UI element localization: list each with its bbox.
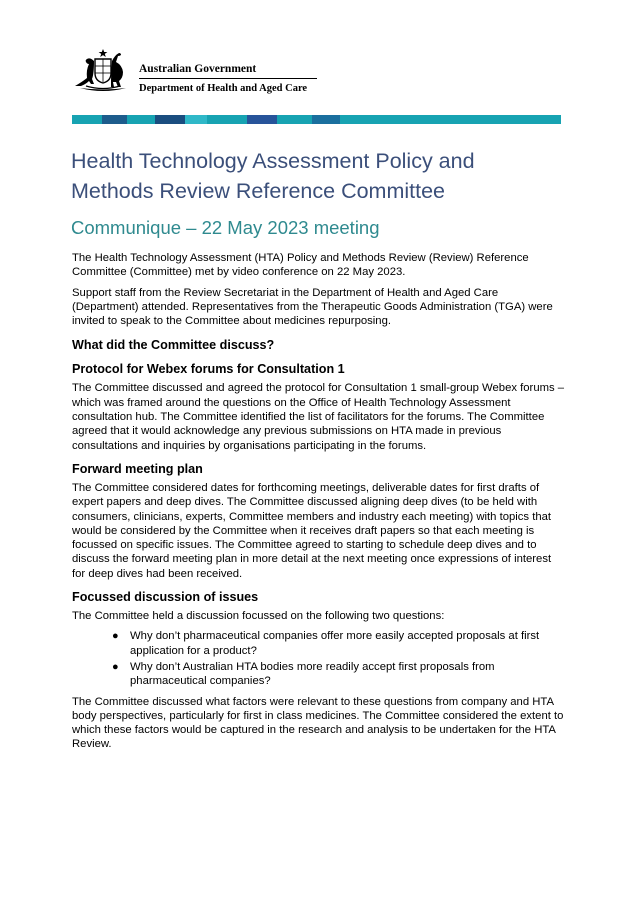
section-text-forward-plan: The Committee considered dates for forthcoming meetings, deliverable dates for first drafts of expert papers and deep dives. The Committee discussed aligning deep dives (to be held with consumers, clinicians, experts, Committee members and industry each meeting) with topics that would be considered by the Committee when it receives draft papers so that each meeting is focussed on specific issues. The Committee agreed to starting to schedule deep dives and to discuss the forward meeting plan in more detail at the next meeting once expressions of interest for deep dives had been received. xyxy=(72,481,552,580)
department-name: Department of Health and Aged Care xyxy=(139,83,308,94)
document-body xyxy=(72,251,566,758)
strip-segment xyxy=(185,115,207,124)
page-subtitle: Communique – 22 May 2023 meeting xyxy=(71,217,380,238)
government-name: Australian Government xyxy=(139,63,257,75)
strip-segment xyxy=(247,115,277,124)
colour-strip xyxy=(72,115,561,124)
strip-segment xyxy=(207,115,247,124)
coat-of-arms-icon xyxy=(72,48,134,94)
strip-segment xyxy=(72,115,102,124)
section-heading-forward-plan: Forward meeting plan xyxy=(72,461,203,476)
bullet-icon: ● xyxy=(112,630,119,643)
strip-segment xyxy=(102,115,127,124)
bullet-icon: ● xyxy=(112,660,119,673)
strip-segment xyxy=(312,115,340,124)
strip-segment xyxy=(155,115,185,124)
strip-segment xyxy=(277,115,312,124)
section-text-focussed-after: The Committee discussed what factors were relevant to these questions from company and HTA body perspectives, particularly for first in class medicines. The Committee considered the extent to which these factors would be captured in the research and analysis to be undertaken for the HTA Review. xyxy=(72,695,564,751)
list-item: ● Why don’t Australian HTA bodies more readily accept first proposals from pharmaceutical companies? xyxy=(112,660,495,688)
section-heading-focussed: Focussed discussion of issues xyxy=(72,590,259,605)
strip-segment xyxy=(127,115,155,124)
question-list xyxy=(72,629,566,688)
list-item: ● Why don’t pharmaceutical companies offer more easily accepted proposals at first application for a product? xyxy=(112,630,540,657)
page-title: Health Technology Assessment Policy and Methods Review Reference Committee xyxy=(71,149,475,203)
header-divider xyxy=(139,78,317,79)
intro-paragraph: Support staff from the Review Secretariat in the Department of Health and Aged Care (Department) attended. Representatives from the Therapeutic Goods Administration (TGA) were invited to speak to the Committee about medicines repurposing. xyxy=(72,286,553,328)
intro-paragraph: The Health Technology Assessment (HTA) Policy and Methods Review (Review) Reference Committee (Committee) met by video conference on 22 May 2023. xyxy=(72,252,529,279)
section-text-focussed: The Committee held a discussion focussed on the following two questions: xyxy=(72,610,445,623)
section-text-protocol: The Committee discussed and agreed the protocol for Consultation 1 small-group Webex forums – which was framed around the questions on the Office of Health Technology Assessment consultation hub. The Committee identified the list of facilitators for the forums. The Committee agreed that it would acknowledge any previous submissions on HTA made in previous consultations and inquiries by organisations participating in the forums. xyxy=(72,382,565,452)
strip-segment xyxy=(340,115,561,124)
discuss-heading: What did the Committee discuss? xyxy=(72,338,275,353)
section-heading-protocol: Protocol for Webex forums for Consultation 1 xyxy=(72,362,345,377)
